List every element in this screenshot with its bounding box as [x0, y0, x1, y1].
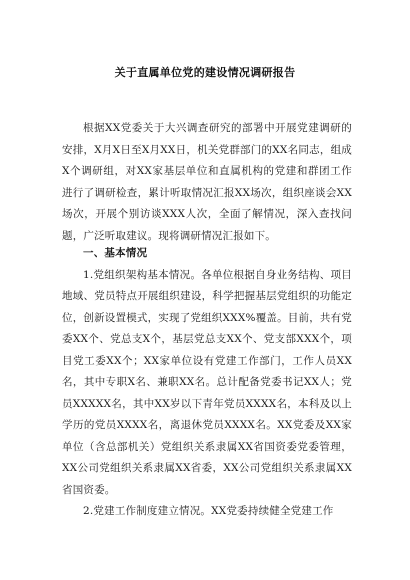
item-paragraph-2: 2.党建工作制度建立情况。XX党委持续健全党建工作 — [83, 505, 334, 517]
intro-paragraph: 根据XX党委关于大兴调查研究的部署中开展党建调研的安排，X月X日至X月XX日，机关党群部门的XX名同志，组成X个调研组，对XX家基层单位和直属机构的党建和群团工作进行了调研检查，累计听取情况汇报XX场次，组织座谈会XX场次，开展个别访谈XXX人次，全面了解情况，深入查找问题，广泛听取建议。现将调研情况汇报如下。 — [62, 122, 352, 242]
section-basic-situation — [62, 243, 352, 523]
item-paragraph-1: 1.党组织架构基本情况。各单位根据自身业务结构、项目地域、党员特点开展组织建设，科学把握基层党组织的功能定位，创新设置模式，实现了党组织XXX%覆盖。目前，共有党委XX个、党总支X个，基层党总支XX个、党支部XXX个，项目党工委XX个；XX家单位设有党建工作部门，工作人员XX名，其中专职X名、兼职XX名。总计配备党委书记XX人；党员XXXXX名，其中XX岁以下青年党员XXXX名，本科及以上学历的党员XXXX名，离退休党员XXXX名。XX党委及XX家单位（含总部机关）党组织关系隶属XX省国资委党委管理，XX公司党组织关系隶属XX省委，XX公司党组织关系隶属XX省国资委。 — [62, 268, 353, 496]
section-heading: 一、基本情况 — [83, 247, 148, 259]
document-title: 关于直属单位党的建设情况调研报告 — [114, 66, 296, 79]
intro-block — [62, 118, 352, 247]
